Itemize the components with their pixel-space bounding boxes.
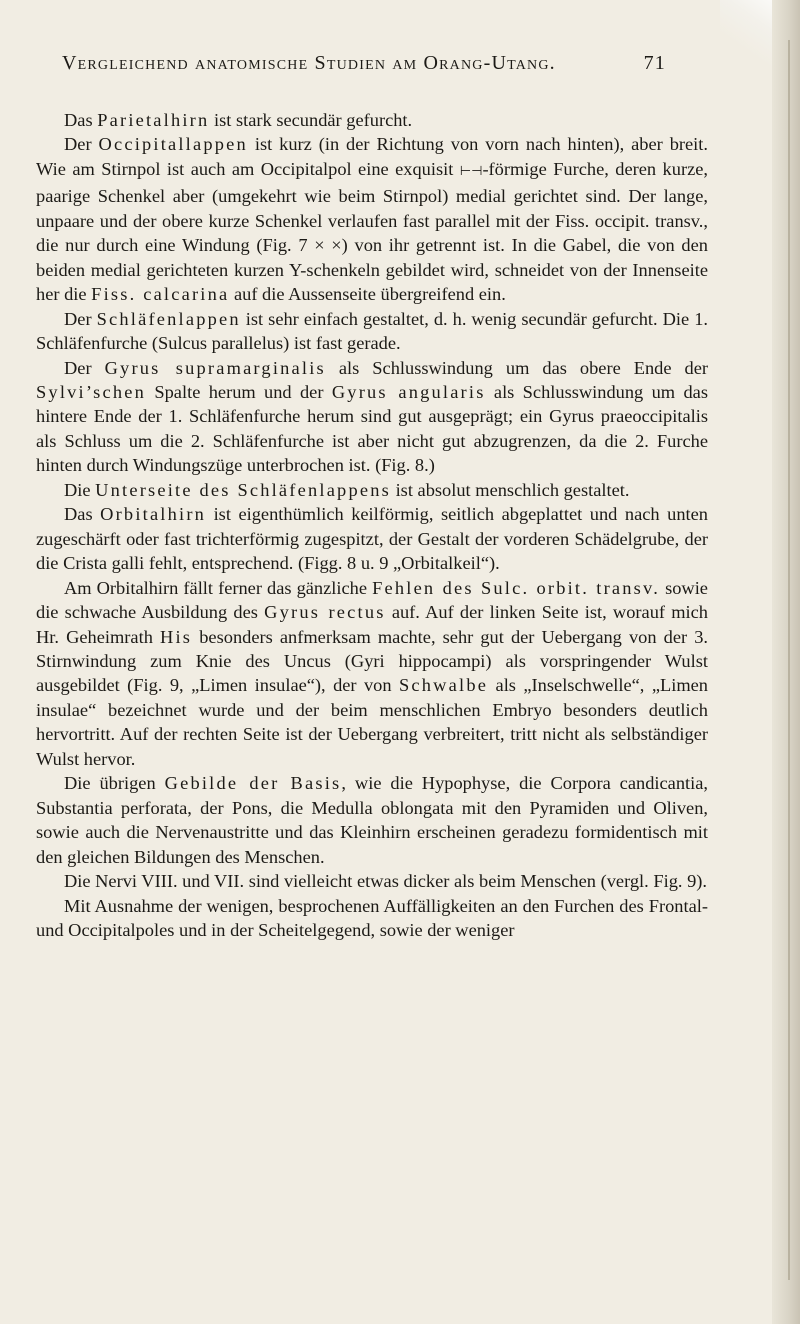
text-run: Spalte herum und der — [146, 381, 332, 402]
spaced-term: His — [159, 626, 193, 647]
page-number: 71 — [643, 52, 666, 74]
text-run: Das — [64, 504, 101, 525]
text-run: ist absolut menschlich gestaltet. — [390, 479, 630, 500]
spaced-term: Schläfenlappen — [96, 308, 241, 329]
text-run: Am Orbitalhirn fällt ferner das gänzliche — [64, 577, 373, 598]
paragraph — [36, 356, 708, 478]
spaced-term: Gyrus supramarginalis — [104, 357, 326, 378]
spaced-term: Gyrus angularis — [331, 381, 486, 402]
spaced-term: Gebilde der Basis — [164, 773, 342, 794]
paragraph — [36, 132, 708, 306]
spaced-term: Fehlen des Sulc. orbit. transv. — [372, 577, 661, 598]
paragraph — [36, 771, 708, 869]
text-run: Der — [64, 308, 97, 329]
text-run: Das — [64, 110, 98, 130]
text-run: , wie die Hypophyse, die Corpora candicantia, Substantia perforata, der Pons, die Medulla oblongata mit den Pyramiden und Oliven, sowie auch die Nervenaustritte und das Kleinhirn erscheinen geradezu formidentisch mit den gleichen Bildungen des Menschen. — [36, 773, 708, 867]
spaced-term: Gyrus rectus — [264, 602, 386, 623]
spaced-term: Parietalhirn — [97, 110, 210, 130]
furrow-shape-symbol: ⊢⊣ — [459, 163, 483, 179]
body-text — [36, 108, 708, 942]
paragraph — [36, 894, 708, 943]
text-run: ist sehr einfach gestaltet, d. h. wenig secundär gefurcht. Die 1. Schläfenfurche (Sulcus parallelus) ist fast gerade. — [36, 308, 708, 354]
text-run: Die Nervi VIII. und VII. sind vielleicht etwas dicker als beim Menschen (vergl. Fig. 9). — [64, 871, 708, 892]
text-run: als „Inselschwelle“, „Limen insulae“ bezeichnet wurde und der beim menschlichen Embryo besonders deutlich hervortritt. Auf der rechten Seite ist der Uebergang verbreitert, tritt nicht als selbständiger Wulst hervor. — [36, 675, 708, 769]
text-run: als Schlusswindung um das obere Ende der — [325, 357, 709, 378]
page-edge-shadow — [772, 0, 800, 1324]
paragraph — [36, 478, 708, 502]
spaced-term: Sylvi’schen — [36, 381, 147, 402]
spaced-term: Schwalbe — [399, 675, 489, 696]
text-run: ist stark secundär gefurcht. — [209, 110, 413, 130]
spaced-term: Occipitallappen — [98, 134, 248, 155]
paragraph — [36, 869, 708, 893]
paragraph — [36, 576, 708, 772]
text-run: als Schlusswindung um das hintere Ende der 1. Schläfenfurche herum sind gut ausgeprägt; ein Gyrus praeoccipitalis als Schluss um die 2. Schläfenfurche ist aber nicht gut abzugrenzen, da die 2. Furche hinten durch Windungszüge unterbrochen ist. (Fig. 8.) — [36, 381, 708, 476]
running-header — [62, 52, 666, 82]
header-title: Vergleichend anatomische Studien am Orang-Utang. — [62, 52, 556, 74]
text-run: -förmige Furche, deren kurze, paarige Schenkel aber (umgekehrt wie beim Stirnpol) medial gerichtet sind. Der lange, unpaare und der obere kurze Schenkel verlaufen fast parallel mit der Fiss. occipit. transv., die nur durch eine Windung (Fig. 7 × ×) von ihr getrennt ist. In die Gabel, die von den beiden medial gerichteten kurzen Y-schenkeln gebildet wird, schneidet von der Innenseite her die — [36, 158, 708, 305]
text-run: sowie die schwache Ausbildung des — [36, 577, 708, 623]
text-run: ist kurz (in der Richtung von vorn nach hinten), aber breit. Wie am Stirnpol ist auch am Occipitalpol eine exquisit — [36, 134, 708, 179]
text-run: Die — [64, 479, 96, 500]
text-run: auf die Aussenseite übergreifend ein. — [229, 284, 506, 305]
text-run: Der — [64, 357, 105, 378]
text-run: ist eigenthümlich keilförmig, seitlich abgeplattet und nach unten zugeschärft oder fast trichterförmig zugespitzt, der Gestalt der vorderen Schädelgrube, der die Crista galli fehlt, entsprechend. (Figg. 8 u. 9 „Orbitalkeil“). — [36, 504, 708, 574]
page-edge-line — [788, 40, 790, 1280]
text-run: Die übrigen — [64, 773, 165, 794]
text-run: Der — [64, 134, 99, 155]
paragraph — [36, 108, 708, 132]
text-run: Mit Ausnahme der wenigen, besprochenen Auffälligkeiten an den Furchen des Frontal- und Occipitalpoles und in der Scheitelgegend, sowie der weniger — [36, 895, 708, 940]
spaced-term: Fiss. calcarina — [91, 284, 230, 305]
text-run: auf. Auf der linken Seite ist, worauf mich Hr. Geheimrath — [36, 602, 709, 647]
paragraph — [36, 307, 708, 356]
paragraph — [36, 502, 708, 575]
spaced-term: Unterseite des Schläfenlappens — [95, 479, 391, 500]
text-run: besonders anfmerksam machte, sehr gut der Uebergang von der 3. Stirnwindung zum Knie des Uncus (Gyri hippocampi) als vorspringender Wulst ausgebildet (Fig. 9, „Limen insulae“), der von — [36, 626, 708, 696]
spaced-term: Orbitalhirn — [100, 504, 207, 525]
